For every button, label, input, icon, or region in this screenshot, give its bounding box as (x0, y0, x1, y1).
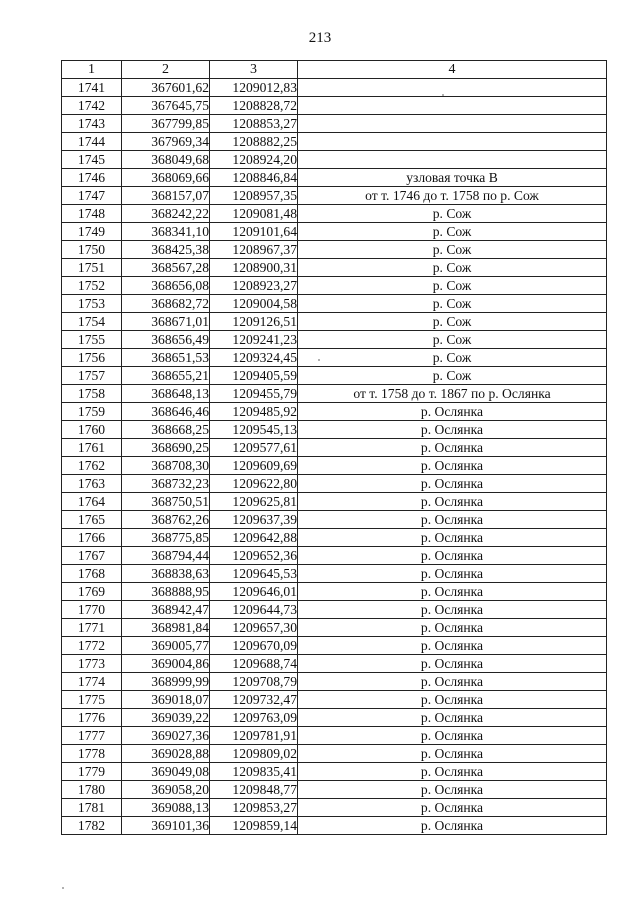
point-number-cell: 1750 (62, 241, 122, 259)
y-coordinate-cell: 1209657,30 (210, 619, 298, 637)
x-coordinate-cell: 367645,75 (122, 97, 210, 115)
y-coordinate-cell: 1209670,09 (210, 637, 298, 655)
y-coordinate-cell: 1209645,53 (210, 565, 298, 583)
x-coordinate-cell: 369005,77 (122, 637, 210, 655)
description-cell: р. Ослянка (298, 655, 607, 673)
point-number-cell: 1741 (62, 79, 122, 97)
description-cell: р. Ослянка (298, 457, 607, 475)
x-coordinate-cell: 368732,23 (122, 475, 210, 493)
description-cell: р. Сож (298, 313, 607, 331)
y-coordinate-cell: 1209859,14 (210, 817, 298, 835)
table-row (62, 601, 607, 619)
point-number-cell: 1767 (62, 547, 122, 565)
x-coordinate-cell: 368999,99 (122, 673, 210, 691)
y-coordinate-cell: 1209405,59 (210, 367, 298, 385)
x-coordinate-cell: 368682,72 (122, 295, 210, 313)
y-coordinate-cell: 1209781,91 (210, 727, 298, 745)
table-row (62, 763, 607, 781)
description-cell: р. Ослянка (298, 511, 607, 529)
x-coordinate-cell: 368567,28 (122, 259, 210, 277)
y-coordinate-cell: 1209101,64 (210, 223, 298, 241)
point-number-cell: 1774 (62, 673, 122, 691)
y-coordinate-cell: 1208900,31 (210, 259, 298, 277)
table-row (62, 331, 607, 349)
y-coordinate-cell: 1209609,69 (210, 457, 298, 475)
point-number-cell: 1743 (62, 115, 122, 133)
y-coordinate-cell: 1209126,51 (210, 313, 298, 331)
table-row (62, 151, 607, 169)
description-cell (298, 133, 607, 151)
x-coordinate-cell: 369027,36 (122, 727, 210, 745)
y-coordinate-cell: 1209455,79 (210, 385, 298, 403)
point-number-cell: 1755 (62, 331, 122, 349)
point-number-cell: 1749 (62, 223, 122, 241)
point-number-cell: 1760 (62, 421, 122, 439)
x-coordinate-cell: 368651,53 (122, 349, 210, 367)
table-row (62, 223, 607, 241)
description-cell: р. Ослянка (298, 421, 607, 439)
description-cell: р. Сож (298, 277, 607, 295)
x-coordinate-cell: 368671,01 (122, 313, 210, 331)
x-coordinate-cell: 368656,49 (122, 331, 210, 349)
table-row (62, 691, 607, 709)
x-coordinate-cell: 368981,84 (122, 619, 210, 637)
description-cell: р. Сож (298, 331, 607, 349)
x-coordinate-cell: 368794,44 (122, 547, 210, 565)
x-coordinate-cell: 368888,95 (122, 583, 210, 601)
x-coordinate-cell: 368157,07 (122, 187, 210, 205)
y-coordinate-cell: 1209577,61 (210, 439, 298, 457)
y-coordinate-cell: 1209545,13 (210, 421, 298, 439)
column-header-4: 4 (298, 61, 607, 79)
x-coordinate-cell: 368762,26 (122, 511, 210, 529)
point-number-cell: 1748 (62, 205, 122, 223)
y-coordinate-cell: 1209485,92 (210, 403, 298, 421)
description-cell: р. Ослянка (298, 673, 607, 691)
description-cell: р. Ослянка (298, 763, 607, 781)
x-coordinate-cell: 368838,63 (122, 565, 210, 583)
x-coordinate-cell: 368708,30 (122, 457, 210, 475)
table-row (62, 619, 607, 637)
table-header-row (62, 61, 607, 79)
description-cell: р. Ослянка (298, 493, 607, 511)
point-number-cell: 1781 (62, 799, 122, 817)
y-coordinate-cell: 1209809,02 (210, 745, 298, 763)
table-row (62, 259, 607, 277)
point-number-cell: 1756 (62, 349, 122, 367)
x-coordinate-cell: 368069,66 (122, 169, 210, 187)
x-coordinate-cell: 368425,38 (122, 241, 210, 259)
description-cell: узловая точка В (298, 169, 607, 187)
y-coordinate-cell: 1209324,45 (210, 349, 298, 367)
y-coordinate-cell: 1209081,48 (210, 205, 298, 223)
table-row (62, 565, 607, 583)
y-coordinate-cell: 1209646,01 (210, 583, 298, 601)
x-coordinate-cell: 368942,47 (122, 601, 210, 619)
point-number-cell: 1765 (62, 511, 122, 529)
description-cell: р. Сож (298, 205, 607, 223)
description-cell: р. Ослянка (298, 637, 607, 655)
table-row (62, 709, 607, 727)
point-number-cell: 1778 (62, 745, 122, 763)
x-coordinate-cell: 368775,85 (122, 529, 210, 547)
description-cell: от т. 1758 до т. 1867 по р. Ослянка (298, 385, 607, 403)
x-coordinate-cell: 369058,20 (122, 781, 210, 799)
y-coordinate-cell: 1209732,47 (210, 691, 298, 709)
y-coordinate-cell: 1209642,88 (210, 529, 298, 547)
table-row (62, 421, 607, 439)
point-number-cell: 1757 (62, 367, 122, 385)
point-number-cell: 1758 (62, 385, 122, 403)
x-coordinate-cell: 368049,68 (122, 151, 210, 169)
y-coordinate-cell: 1209644,73 (210, 601, 298, 619)
table-row (62, 745, 607, 763)
scan-speck (62, 887, 64, 889)
point-number-cell: 1745 (62, 151, 122, 169)
y-coordinate-cell: 1209004,58 (210, 295, 298, 313)
description-cell: от т. 1746 до т. 1758 по р. Сож (298, 187, 607, 205)
description-cell: р. Ослянка (298, 601, 607, 619)
description-cell: р. Ослянка (298, 439, 607, 457)
point-number-cell: 1769 (62, 583, 122, 601)
point-number-cell: 1780 (62, 781, 122, 799)
page-number: 213 (308, 30, 332, 46)
point-number-cell: 1777 (62, 727, 122, 745)
description-cell: р. Сож (298, 295, 607, 313)
point-number-cell: 1761 (62, 439, 122, 457)
x-coordinate-cell: 368341,10 (122, 223, 210, 241)
point-number-cell: 1764 (62, 493, 122, 511)
description-cell: р. Ослянка (298, 727, 607, 745)
table-row (62, 403, 607, 421)
y-coordinate-cell: 1208882,25 (210, 133, 298, 151)
y-coordinate-cell: 1209835,41 (210, 763, 298, 781)
y-coordinate-cell: 1209763,09 (210, 709, 298, 727)
y-coordinate-cell: 1209241,23 (210, 331, 298, 349)
point-number-cell: 1751 (62, 259, 122, 277)
point-number-cell: 1776 (62, 709, 122, 727)
table-row (62, 97, 607, 115)
point-number-cell: 1752 (62, 277, 122, 295)
table-row (62, 367, 607, 385)
y-coordinate-cell: 1209625,81 (210, 493, 298, 511)
description-cell: р. Ослянка (298, 799, 607, 817)
y-coordinate-cell: 1208828,72 (210, 97, 298, 115)
description-cell: р. Сож (298, 223, 607, 241)
y-coordinate-cell: 1209012,83 (210, 79, 298, 97)
table-row (62, 457, 607, 475)
y-coordinate-cell: 1209848,77 (210, 781, 298, 799)
point-number-cell: 1763 (62, 475, 122, 493)
table-row (62, 493, 607, 511)
description-cell: р. Ослянка (298, 781, 607, 799)
table-row (62, 781, 607, 799)
table-row (62, 169, 607, 187)
table-row (62, 727, 607, 745)
point-number-cell: 1753 (62, 295, 122, 313)
point-number-cell: 1782 (62, 817, 122, 835)
x-coordinate-cell: 368655,21 (122, 367, 210, 385)
table-row (62, 295, 607, 313)
y-coordinate-cell: 1209708,79 (210, 673, 298, 691)
point-number-cell: 1754 (62, 313, 122, 331)
table-row (62, 187, 607, 205)
y-coordinate-cell: 1208923,27 (210, 277, 298, 295)
table-row (62, 349, 607, 367)
table-row (62, 511, 607, 529)
description-cell: р. Ослянка (298, 565, 607, 583)
table-row (62, 583, 607, 601)
x-coordinate-cell: 368690,25 (122, 439, 210, 457)
table-row (62, 133, 607, 151)
table-row (62, 385, 607, 403)
description-cell: р. Сож (298, 349, 607, 367)
description-cell: р. Ослянка (298, 529, 607, 547)
point-number-cell: 1768 (62, 565, 122, 583)
y-coordinate-cell: 1208924,20 (210, 151, 298, 169)
point-number-cell: 1762 (62, 457, 122, 475)
description-cell: р. Ослянка (298, 619, 607, 637)
point-number-cell: 1772 (62, 637, 122, 655)
x-coordinate-cell: 368656,08 (122, 277, 210, 295)
table-row (62, 475, 607, 493)
description-cell: р. Сож (298, 259, 607, 277)
x-coordinate-cell: 368242,22 (122, 205, 210, 223)
table-row (62, 529, 607, 547)
table-row (62, 439, 607, 457)
table-row (62, 799, 607, 817)
table-row (62, 79, 607, 97)
x-coordinate-cell: 368668,25 (122, 421, 210, 439)
description-cell (298, 151, 607, 169)
scan-speck (442, 94, 444, 96)
x-coordinate-cell: 369088,13 (122, 799, 210, 817)
column-header-2: 2 (122, 61, 210, 79)
y-coordinate-cell: 1208967,37 (210, 241, 298, 259)
table-row (62, 313, 607, 331)
description-cell (298, 97, 607, 115)
x-coordinate-cell: 369028,88 (122, 745, 210, 763)
table-row (62, 241, 607, 259)
table-body (62, 79, 607, 835)
x-coordinate-cell: 368750,51 (122, 493, 210, 511)
x-coordinate-cell: 369101,36 (122, 817, 210, 835)
description-cell: р. Ослянка (298, 475, 607, 493)
description-cell: р. Сож (298, 367, 607, 385)
x-coordinate-cell: 367799,85 (122, 115, 210, 133)
x-coordinate-cell: 369018,07 (122, 691, 210, 709)
point-number-cell: 1759 (62, 403, 122, 421)
table-row (62, 205, 607, 223)
y-coordinate-cell: 1209853,27 (210, 799, 298, 817)
x-coordinate-cell: 369039,22 (122, 709, 210, 727)
scan-speck (318, 359, 320, 361)
point-number-cell: 1771 (62, 619, 122, 637)
point-number-cell: 1775 (62, 691, 122, 709)
y-coordinate-cell: 1209652,36 (210, 547, 298, 565)
description-cell: р. Ослянка (298, 547, 607, 565)
table-row (62, 655, 607, 673)
x-coordinate-cell: 369004,86 (122, 655, 210, 673)
y-coordinate-cell: 1209637,39 (210, 511, 298, 529)
coordinates-table (61, 60, 607, 835)
y-coordinate-cell: 1209688,74 (210, 655, 298, 673)
description-cell: р. Ослянка (298, 817, 607, 835)
description-cell: р. Ослянка (298, 745, 607, 763)
column-header-1: 1 (62, 61, 122, 79)
point-number-cell: 1770 (62, 601, 122, 619)
point-number-cell: 1744 (62, 133, 122, 151)
description-cell: р. Ослянка (298, 583, 607, 601)
description-cell: р. Сож (298, 241, 607, 259)
table-row (62, 277, 607, 295)
description-cell: р. Ослянка (298, 691, 607, 709)
table-row (62, 115, 607, 133)
x-coordinate-cell: 368646,46 (122, 403, 210, 421)
x-coordinate-cell: 367601,62 (122, 79, 210, 97)
table-row (62, 673, 607, 691)
description-cell: р. Ослянка (298, 709, 607, 727)
table-row (62, 817, 607, 835)
y-coordinate-cell: 1209622,80 (210, 475, 298, 493)
table-row (62, 547, 607, 565)
y-coordinate-cell: 1208846,84 (210, 169, 298, 187)
description-cell (298, 79, 607, 97)
y-coordinate-cell: 1208957,35 (210, 187, 298, 205)
x-coordinate-cell: 369049,08 (122, 763, 210, 781)
description-cell (298, 115, 607, 133)
y-coordinate-cell: 1208853,27 (210, 115, 298, 133)
point-number-cell: 1742 (62, 97, 122, 115)
x-coordinate-cell: 367969,34 (122, 133, 210, 151)
point-number-cell: 1779 (62, 763, 122, 781)
point-number-cell: 1747 (62, 187, 122, 205)
point-number-cell: 1773 (62, 655, 122, 673)
x-coordinate-cell: 368648,13 (122, 385, 210, 403)
table-row (62, 637, 607, 655)
point-number-cell: 1746 (62, 169, 122, 187)
point-number-cell: 1766 (62, 529, 122, 547)
column-header-3: 3 (210, 61, 298, 79)
description-cell: р. Ослянка (298, 403, 607, 421)
